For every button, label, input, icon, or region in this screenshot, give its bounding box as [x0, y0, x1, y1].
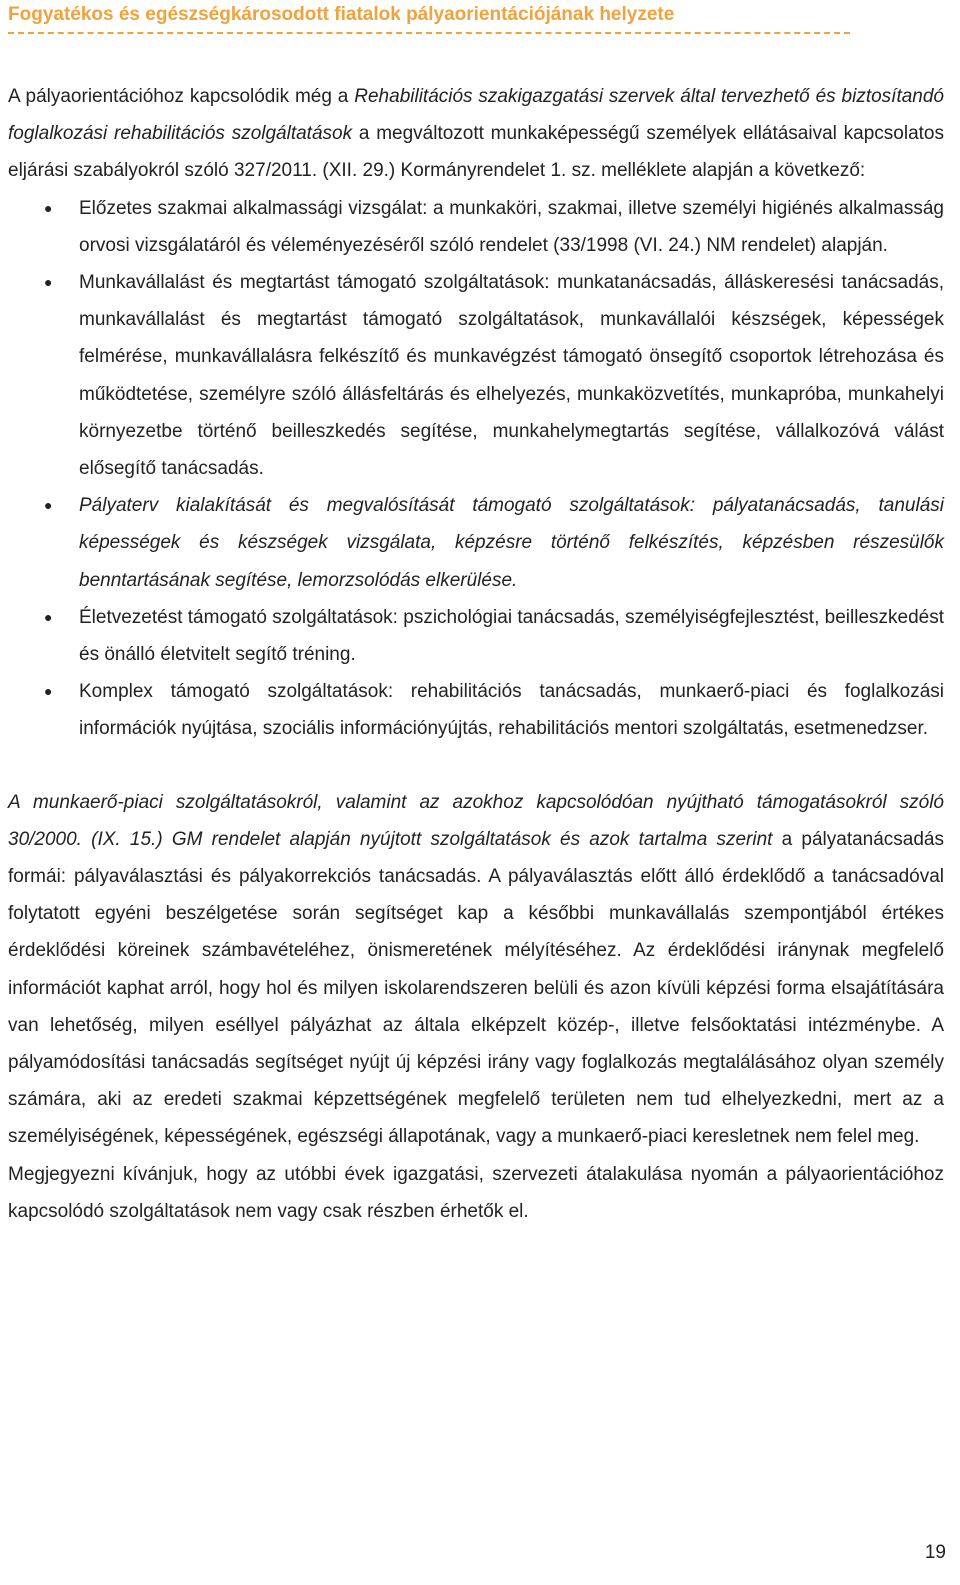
list-item-text: Komplex támogató szolgáltatások: rehabilitációs tanácsadás, munkaerő-piaci és foglalkozási információk nyújtása, szociális információnyújtás, rehabilitációs mentori szolgáltatás, esetmenedzser. [79, 681, 944, 740]
services-list [8, 190, 944, 748]
intro-text-start: A pályaorientációhoz kapcsolódik még a [8, 86, 355, 107]
intro-paragraph [8, 78, 944, 190]
header-dashed-rule [8, 32, 850, 34]
list-item-text: Munkavállalást és megtartást támogató szolgáltatások: munkatanácsadás, álláskeresési tanácsadás, munkavállalást és megtartást támogató szolgáltatások, munkavállalói készségek, képességek felmérése, munkavállalásra felkészítő és munkavégzést támogató önsegítő csoportok létrehozása és működtetése, személyre szóló állásfeltárás és elhelyezés, munkaközvetítés, munkapróba, munkahelyi környezetbe történő beilleszkedés segítése, munkahelymegtartás segítése, vállalkozóvá válást elősegítő tanácsadás. [79, 272, 944, 480]
closing-paragraph: Megjegyezni kívánjuk, hogy az utóbbi évek igazgatási, szervezeti átalakulása nyomán a pályaorientációhoz kapcsolódó szolgáltatások nem vagy csak részben érhetők el. [8, 1163, 944, 1222]
list-item [8, 487, 944, 599]
bullet-icon: ● [44, 199, 53, 216]
list-item [8, 264, 944, 487]
counselling-paragraph [8, 784, 944, 1156]
bullet-icon: ● [44, 274, 53, 291]
bullet-icon: ● [44, 497, 53, 514]
list-item [8, 190, 944, 264]
bullet-icon: ● [44, 608, 53, 625]
counselling-text: a pályatanácsadás formái: pályaválasztási és pályakorrekciós tanácsadás. A pályaválasztás előtt álló érdeklődő a tanácsadóval folytatott egyéni beszélgetése során segítséget kap a későbbi munkavállalás szempontjából értékes érdeklődési köreinek számbavételéhez, önismeretének mélyítéséhez. Az érdeklődési iránynak megfelelő információt kaphat arról, hogy hol és milyen iskolarendszeren belüli és azon kívüli képzési forma elsajátítására van lehetőség, milyen eséllyel pályázhat az általa elképzelt közép-, illetve felsőoktatási intézménybe. A pályamódosítási tanácsadás segítséget nyújt új képzési irány vagy foglalkozás megtalálásához olyan személy számára, aki az eredeti szakmai képzettségének megfelelő területen nem tud elhelyezkedni, mert az a személyiségének, képességének, egészségi állapotának, vagy a munkaerő-piaci keresletnek nem felel meg. [8, 828, 945, 1148]
list-item [8, 673, 944, 747]
list-item [8, 599, 944, 673]
list-item-text: Életvezetést támogató szolgáltatások: pszichológiai tanácsadás, személyiségfejlesztést, beilleszkedést és önálló életvitelt segítő tréning. [79, 606, 944, 666]
document-body [8, 78, 944, 1230]
page-number: 19 [924, 1542, 946, 1563]
list-item-text: Előzetes szakmai alkalmassági vizsgálat: a munkaköri, szakmai, illetve személyi higiénés alkalmasság orvosi vizsgálatáról és véleményezéséről szóló rendelet (33/1998 (VI. 24.) NM rendelet) alapján. [79, 197, 944, 256]
running-header-title: Fogyatékos és egészségkárosodott fiatalok pályaorientációjának helyzete [8, 4, 675, 25]
intro-text-end: a megváltozott munkaképességű személyek ellátásaival kapcsolatos eljárási szabályokról szóló 327/2011. (XII. 29.) Kormányrendelet 1. sz. melléklete alapján a következő: [8, 123, 944, 182]
intro-italic-title: Rehabilitációs szakigazgatási szervek által tervezhető és biztosítandó foglalkozási rehabilitációs szolgáltatások [8, 86, 944, 145]
paragraph-spacer [8, 748, 944, 784]
bullet-icon: ● [44, 683, 53, 700]
list-item-italic-text: Pályaterv kialakítását és megvalósítását támogató szolgáltatások: pályatanácsadás, tanulási képességek és készségek vizsgálata, képzésre történő felkészítés, képzésben részesülők benntartásának segítése, lemorzsolódás elkerülése. [79, 495, 944, 591]
counselling-italic-lead: A munkaerő-piaci szolgáltatásokról, valamint az azokhoz kapcsolódóan nyújtható támogatásokról szóló 30/2000. (IX. 15.) GM rendelet alapján nyújtott szolgáltatások és azok tartalma szerint [8, 791, 944, 850]
